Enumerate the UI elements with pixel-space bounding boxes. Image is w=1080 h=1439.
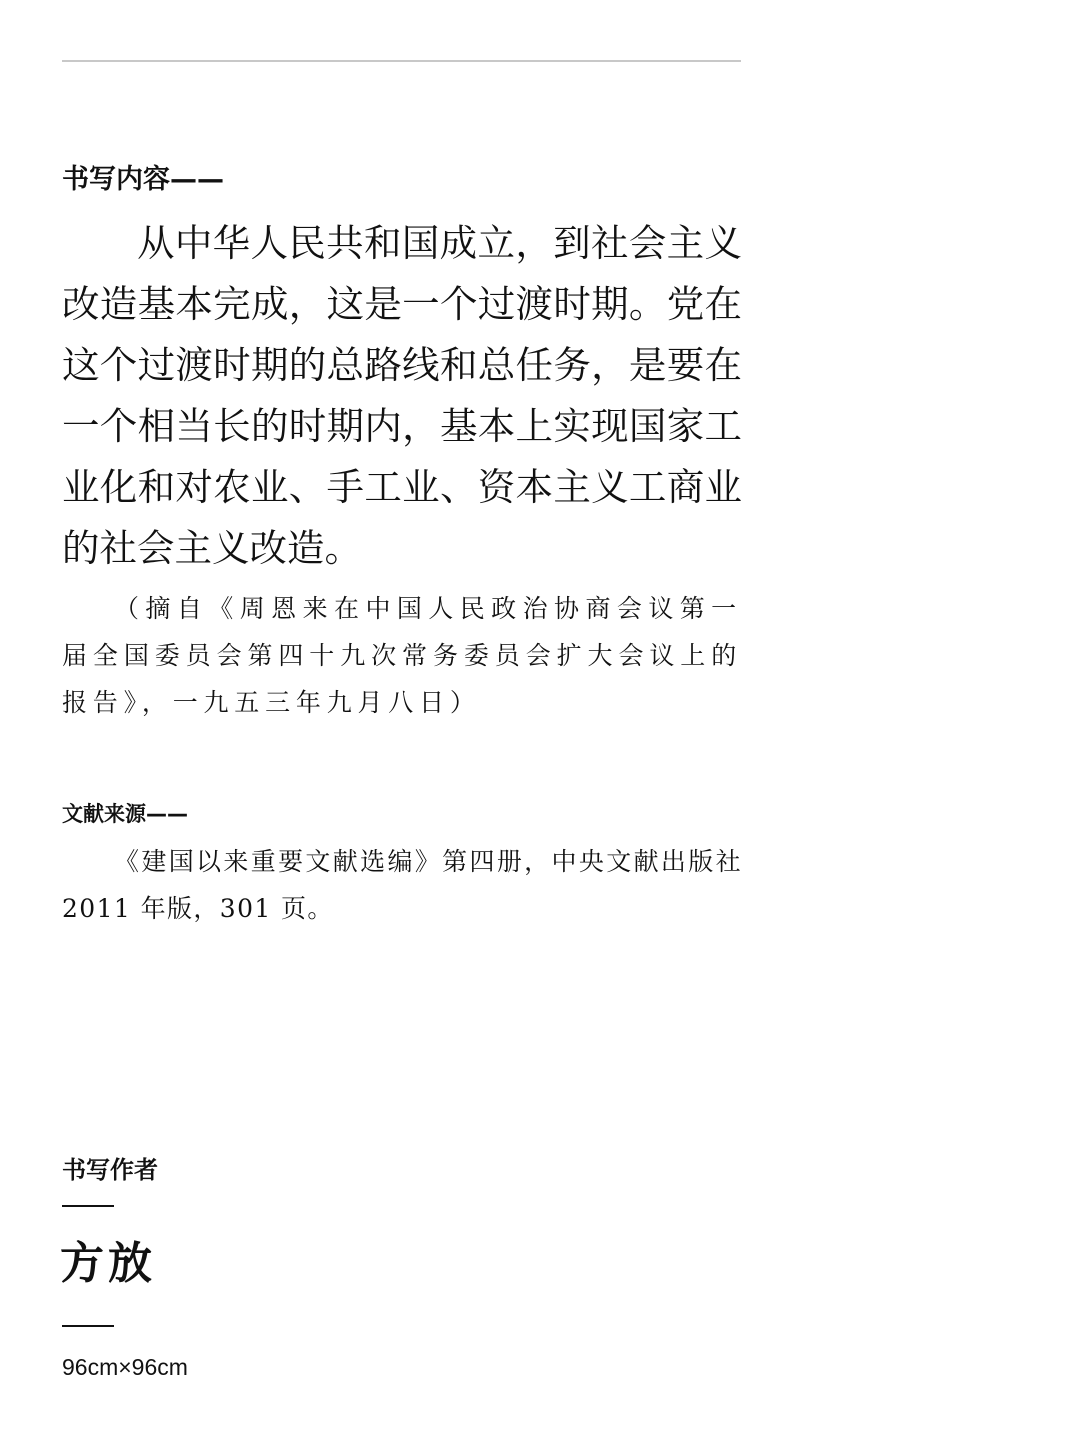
content-heading: 书写内容—— [62, 164, 224, 195]
author-name: 方放 [60, 1238, 156, 1289]
author-divider-top [62, 1205, 114, 1207]
author-divider-bottom [62, 1325, 114, 1327]
source-text: 《建国以来重要文献选编》第四册，中央文献出版社 2011 年版，301 页。 [62, 847, 742, 923]
main-text: 从中华人民共和国成立，到社会主义改造基本完成，这是一个过渡时期。党在这个过渡时期的总路线和总任务，是要在一个相当长的时期内，基本上实现国家工业化和对农业、手工业、资本主义工商业的社会主义改造。 [62, 221, 742, 570]
artwork-dimensions: 96cm×96cm [62, 1354, 188, 1380]
source-heading: 文献来源—— [62, 802, 188, 826]
top-divider [62, 60, 741, 62]
citation-text: （摘自《周恩来在中国人民政治协商会议第一届全国委员会第四十九次常务委员会扩大会议上的报告》，一九五三年九月八日） [62, 594, 742, 717]
author-heading: 书写作者 [62, 1156, 158, 1184]
